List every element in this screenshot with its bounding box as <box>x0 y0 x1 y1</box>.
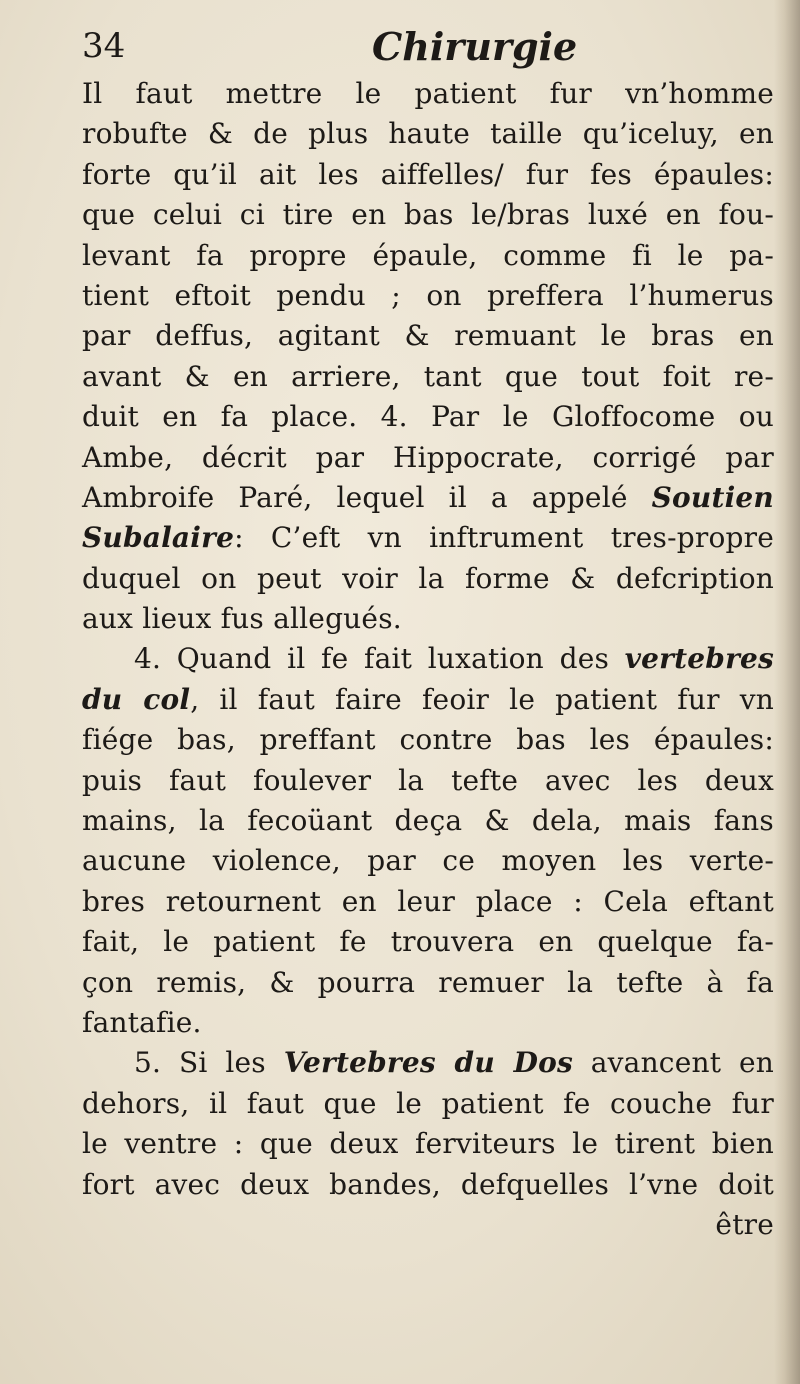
text-line-22: fait, le patient fe trouvera en quelque fa- <box>82 925 774 959</box>
text-line-13: duquel on peut voir la forme & defcription <box>82 561 774 595</box>
italic-term: Vertebres du Dos <box>283 1046 573 1080</box>
text-line-18: puis faut foulever la tefte avec les deux <box>82 763 774 797</box>
text-line-19: mains, la fecoüant deça & dela, mais fans <box>82 804 774 838</box>
page-header <box>82 18 772 74</box>
text-line-6: tient eftoit pendu ; on preffera l’humerus <box>82 278 774 312</box>
text-line-1: Il faut mettre le patient fur vn’homme <box>82 77 774 110</box>
text-line-7: par deffus, agitant & remuant le bras en <box>82 319 774 353</box>
page-number: 34 <box>82 26 126 66</box>
text-line-26: dehors, il faut que le patient fe couche fur <box>82 1086 774 1120</box>
text-line-4: que celui ci tire en bas le/bras luxé en fou- <box>82 198 774 232</box>
text-line-28: fort avec deux bandes, defquelles l’vne doit <box>82 1167 774 1201</box>
text-line-9: duit en fa place. 4. Par le Gloffocome ou <box>82 400 774 434</box>
running-head: Chirurgie <box>372 24 578 69</box>
text-line-25: 5. Si les Vertebres du Dos avancent en <box>134 1046 774 1080</box>
text-line-20: aucune violence, par ce moyen les verte- <box>82 844 774 878</box>
text-line-10: Ambe, décrit par Hippocrate, corrigé par <box>82 440 774 474</box>
text-line-21: bres retournent en leur place : Cela eftant <box>82 884 774 918</box>
text-line-3: forte qu’il ait les aiffelles/ fur fes épaules: <box>82 157 774 191</box>
text-line-14: aux lieux fus allegués. <box>82 602 402 636</box>
text-line-23: çon remis, & pourra remuer la tefte à fa <box>82 965 774 999</box>
text-line-11: Ambroife Paré, lequel il a appelé Soutien <box>82 480 774 514</box>
text-line-8: avant & en arriere, tant que tout foit re- <box>82 359 774 393</box>
text-line-16: du col, il faut faire feoir le patient fur vn <box>82 682 775 716</box>
italic-term: vertebres <box>624 642 774 676</box>
text-line-17: fiége bas, preffant contre bas les épaules: <box>82 723 774 757</box>
text-line-12: Subalaire: C’eft vn inftrument tres-propre <box>82 521 774 555</box>
italic-term: Subalaire <box>82 521 235 555</box>
text-line-5: levant fa propre épaule, comme fi le pa- <box>82 238 774 272</box>
italic-term: Soutien <box>651 480 774 514</box>
text-line-24: fantafie. <box>82 1005 202 1039</box>
text-line-27: le ventre : que deux ferviteurs le tirent bien <box>82 1127 774 1161</box>
catchword: être <box>715 1207 774 1241</box>
body-text <box>82 74 774 1245</box>
italic-term: du col <box>82 682 191 716</box>
text-line-15: 4. Quand il fe fait luxation des vertebres <box>134 642 774 676</box>
text-line-2: robufte & de plus haute taille qu’iceluy, en <box>82 117 774 151</box>
page-edge-shadow <box>774 0 800 1384</box>
